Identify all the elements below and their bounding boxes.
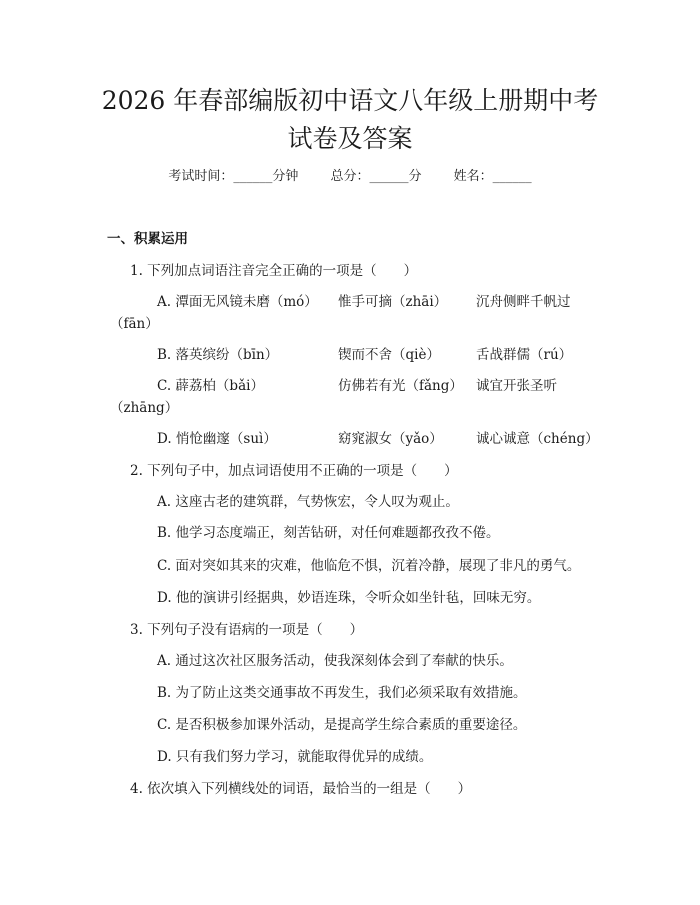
question-3-option-a: A. 通过这次社区服务活动，使我深刻体会到了奉献的快乐。: [157, 653, 513, 669]
question-1-stem: 1. 下列加点词语注音完全正确的一项是（ ）: [130, 263, 418, 279]
exam-time-field: 考试时间：______分钟: [168, 169, 299, 184]
option-a-wrap: （fān）: [110, 316, 159, 332]
option-a-part-1: A. 潭面无风镜未磨（mó）: [157, 294, 318, 310]
total-score-field: 总分：______分: [330, 169, 422, 184]
option-c-part-1: C. 薜荔柏（bǎi）: [157, 378, 264, 394]
title-line-2: 试卷及答案: [287, 124, 413, 153]
question-2-option-c: C. 面对突如其来的灾难，他临危不惧，沉着冷静，展现了非凡的勇气。: [157, 558, 581, 574]
option-b-part-3: 舌战群儒（rú）: [476, 347, 573, 363]
option-c-wrap: （zhāng）: [110, 400, 179, 416]
question-3-option-b: B. 为了防止这类交通事故不再发生，我们必须采取有效措施。: [157, 685, 527, 701]
name-field: 姓名：______: [453, 169, 532, 184]
question-2-stem: 2. 下列句子中，加点词语使用不正确的一项是（ ）: [130, 463, 458, 479]
question-2-option-d: D. 他的演讲引经据典，妙语连珠，令听众如坐针毡，回味无穷。: [157, 590, 541, 606]
option-b-part-2: 锲而不舍（qiè）: [338, 347, 440, 363]
option-b-part-1: B. 落英缤纷（bīn）: [157, 347, 279, 363]
question-4-stem: 4. 依次填入下列横线处的词语，最恰当的一组是（ ）: [130, 781, 472, 797]
option-d-part-3: 诚心诚意（chéng）: [476, 431, 599, 447]
page-title: [60, 82, 640, 158]
question-3-option-c: C. 是否积极参加课外活动，是提高学生综合素质的重要途径。: [157, 717, 527, 733]
option-c-part-3: 诚宜开张圣听: [476, 378, 557, 394]
question-3-option-d: D. 只有我们努力学习，就能取得优异的成绩。: [157, 749, 433, 765]
option-d-part-1: D. 悄怆幽邃（suì）: [157, 431, 277, 447]
question-2-option-a: A. 这座古老的建筑群，气势恢宏，令人叹为观止。: [157, 494, 459, 510]
option-a-part-3: 沉舟侧畔千帆过: [476, 294, 571, 310]
option-a-part-2: 惟手可摘（zhāi）: [338, 294, 448, 310]
section-heading: 一、积累运用: [107, 231, 188, 247]
option-c-part-2: 仿佛若有光（fǎng）: [338, 378, 463, 394]
question-2-option-b: B. 他学习态度端正，刻苦钻研，对任何难题都孜孜不倦。: [157, 525, 500, 541]
title-line-1: 2026 年春部编版初中语文八年级上册期中考: [101, 86, 599, 115]
question-3-stem: 3. 下列句子没有语病的一项是（ ）: [130, 622, 364, 638]
option-d-part-2: 窈窕淑女（yǎo）: [338, 431, 443, 447]
exam-meta: [0, 166, 700, 188]
